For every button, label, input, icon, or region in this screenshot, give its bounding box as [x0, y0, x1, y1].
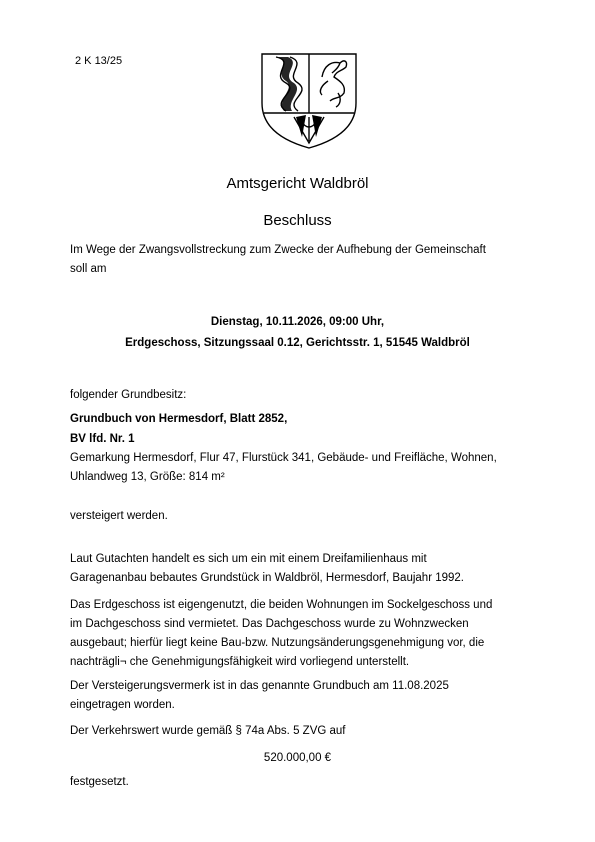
file-number: 2 K 13/25	[75, 55, 123, 67]
hearing-location: Erdgeschoss, Sitzungssaal 0.12, Gerichtsstr. 1, 51545 Waldbröl	[125, 337, 470, 349]
coat-of-arms-icon	[256, 51, 362, 151]
bv-line: BV lfd. Nr. 1	[70, 433, 135, 445]
usage-line-3: ausgebaut; hierfür liegt keine Bau-bzw. Nutzungsänderungsgenehmigung vor, die	[70, 637, 485, 649]
vermerk-line-1: Der Versteigerungsvermerk ist in das genannte Grundbuch am 11.08.2025	[70, 680, 449, 692]
value-outro: festgesetzt.	[70, 776, 129, 788]
vermerk-line-2: eingetragen worden.	[70, 699, 175, 711]
grundbuch-line: Grundbuch von Hermesdorf, Blatt 2852,	[70, 413, 288, 425]
intro-line-1: Im Wege der Zwangsvollstreckung zum Zwecke der Aufhebung der Gemeinschaft	[70, 244, 486, 256]
court-name: Amtsgericht Waldbröl	[226, 175, 369, 192]
gemarkung-line-1: Gemarkung Hermesdorf, Flur 47, Flurstück 341, Gebäude- und Freifläche, Wohnen,	[70, 452, 497, 464]
value-intro: Der Verkehrswert wurde gemäß § 74a Abs. 5 ZVG auf	[70, 725, 346, 737]
usage-line-2: im Dachgeschoss sind vermietet. Das Dachgeschoss wurde zu Wohnzwecken	[70, 618, 469, 630]
intro-line-2: soll am	[70, 263, 107, 275]
gutachten-line-2: Garagenanbau bebautes Grundstück in Waldbröl, Hermesdorf, Baujahr 1992.	[70, 572, 464, 584]
usage-line-1: Das Erdgeschoss ist eigengenutzt, die beiden Wohnungen im Sockelgeschoss und	[70, 599, 493, 611]
gutachten-line-1: Laut Gutachten handelt es sich um ein mit einem Dreifamilienhaus mit	[70, 553, 427, 565]
market-value: 520.000,00 €	[263, 752, 332, 764]
auction-line: versteigert werden.	[70, 510, 168, 522]
hearing-date: Dienstag, 10.11.2026, 09:00 Uhr,	[210, 316, 385, 328]
property-intro: folgender Grundbesitz:	[70, 389, 187, 401]
gemarkung-line-2: Uhlandweg 13, Größe: 814 m²	[70, 471, 225, 483]
document-title: Beschluss	[263, 212, 332, 229]
usage-line-4: nachträgli¬ che Genehmigungsfähigkeit wird vorliegend unterstellt.	[70, 656, 410, 668]
